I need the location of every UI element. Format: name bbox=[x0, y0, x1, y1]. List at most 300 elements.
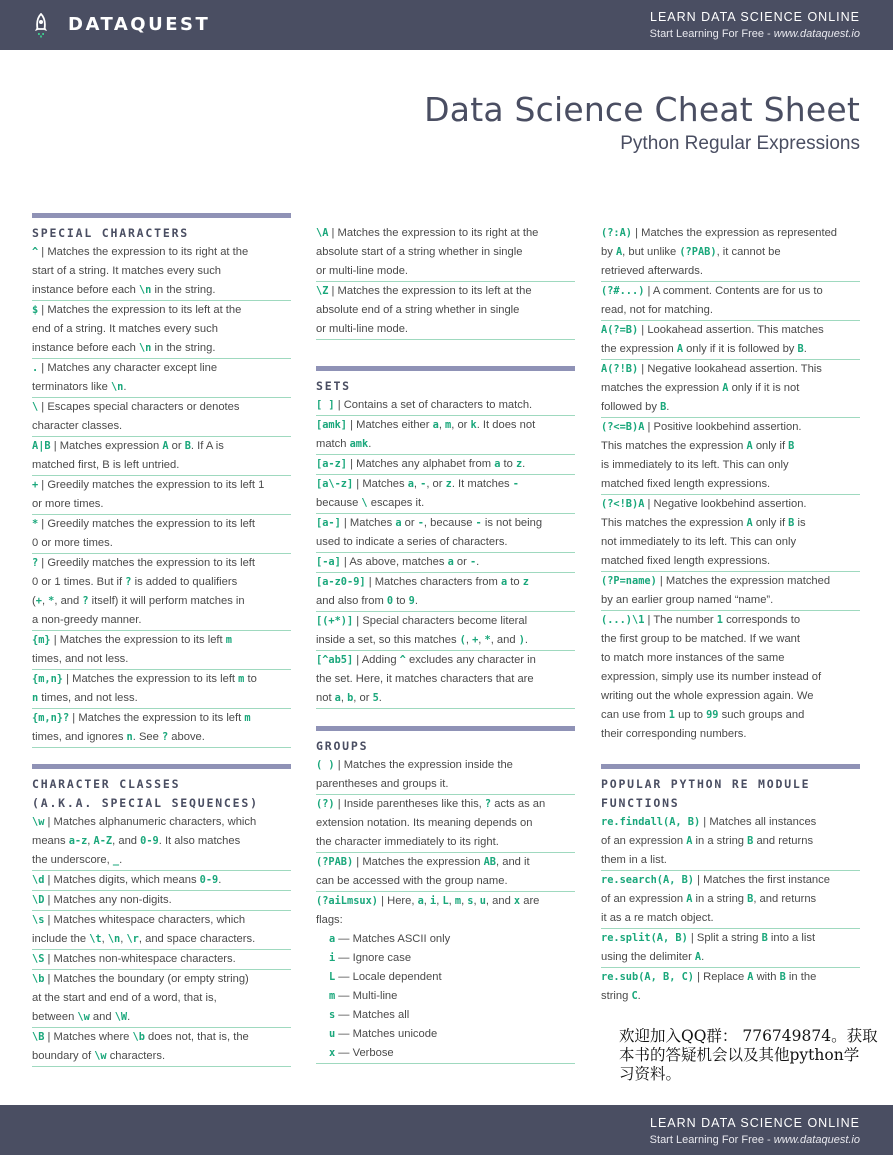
entry-text: , bbox=[87, 835, 94, 847]
entry-line bbox=[316, 892, 575, 911]
code-token: ) bbox=[518, 634, 525, 646]
entry-text: instance before each bbox=[32, 284, 139, 296]
entry-text: inside a set, so this matches bbox=[316, 634, 460, 646]
code-token: (?#...) bbox=[601, 285, 645, 297]
entry-line bbox=[601, 552, 860, 571]
entry-text: in a string bbox=[692, 835, 748, 847]
code-token: A bbox=[686, 893, 693, 905]
entry-text: . It also matches bbox=[158, 835, 241, 847]
entry-list bbox=[32, 243, 291, 748]
entry-text: boundary of bbox=[32, 1050, 95, 1062]
code-token: re.findall(A, B) bbox=[601, 816, 701, 828]
flag-line bbox=[329, 971, 442, 983]
section-title: SPECIAL CHARACTERS bbox=[32, 226, 190, 240]
entry-text: . bbox=[119, 854, 123, 866]
entry-line bbox=[316, 911, 575, 930]
entry-line bbox=[601, 475, 860, 494]
code-token: * bbox=[484, 634, 491, 646]
code-token: . bbox=[32, 362, 39, 374]
entry-text: read, not for matching. bbox=[601, 304, 713, 316]
entry-line bbox=[316, 301, 575, 320]
code-token: B bbox=[761, 932, 768, 944]
entry-line bbox=[316, 573, 575, 592]
entry-text: , it cannot be bbox=[716, 246, 781, 258]
entry-line bbox=[316, 243, 575, 262]
section-title: POPULAR PYTHON RE MODULE bbox=[601, 777, 811, 791]
entry-text: times, and not less. bbox=[32, 653, 129, 665]
code-token: u bbox=[329, 1028, 336, 1040]
entry-line bbox=[32, 851, 291, 870]
code-token: B bbox=[788, 517, 795, 529]
entry-text: it as a re match object. bbox=[601, 912, 714, 924]
website-link[interactable]: www.dataquest.io bbox=[773, 1134, 860, 1146]
entry-line bbox=[601, 630, 860, 649]
cheat-entry bbox=[32, 359, 291, 398]
entry-text: , bbox=[413, 478, 421, 490]
entry-text: is not being bbox=[481, 517, 543, 529]
entry-text: | Matches bbox=[353, 478, 408, 490]
entry-text: | The number bbox=[644, 614, 717, 626]
cheat-entry bbox=[601, 224, 860, 282]
flags-divider bbox=[316, 1063, 575, 1064]
code-token: (?aiLmsux) bbox=[316, 895, 378, 907]
code-token: B bbox=[797, 343, 804, 355]
entry-text: such groups and bbox=[718, 709, 805, 721]
entry-list bbox=[601, 224, 860, 611]
code-token: A bbox=[694, 951, 702, 963]
entry-text: , bbox=[448, 895, 455, 907]
entry-text: | As above, matches bbox=[340, 556, 448, 568]
entry-text: in a string bbox=[692, 893, 748, 905]
code-token: A bbox=[746, 517, 753, 529]
entry-line bbox=[316, 320, 575, 339]
code-token: 1 bbox=[668, 709, 675, 721]
entry-line bbox=[32, 871, 291, 890]
entry-line bbox=[601, 890, 860, 909]
code-token: 0-9 bbox=[199, 874, 219, 886]
entry-line bbox=[601, 282, 860, 301]
code-token: s bbox=[329, 1009, 336, 1021]
cheat-entry bbox=[32, 554, 291, 631]
entry-text: | Matches where bbox=[44, 1031, 133, 1043]
entry-text: . bbox=[637, 990, 641, 1002]
entry-line bbox=[601, 321, 860, 340]
entry-text: | Matches the expression as represented bbox=[632, 227, 838, 239]
code-token: x bbox=[329, 1047, 336, 1059]
entry-text: . bbox=[123, 381, 127, 393]
code-token: [ ] bbox=[316, 399, 335, 411]
code-token: 5 bbox=[372, 692, 379, 704]
code-token: 0 bbox=[386, 595, 394, 607]
entry-text: This matches the expression bbox=[601, 440, 747, 452]
entry-text: with bbox=[753, 971, 780, 983]
code-token: (?) bbox=[316, 798, 335, 810]
entry-text: | Replace bbox=[694, 971, 748, 983]
entry-text: | Here, bbox=[378, 895, 418, 907]
entry-text: to bbox=[244, 673, 257, 685]
entry-line bbox=[32, 281, 291, 300]
entry-text: of an expression bbox=[601, 835, 687, 847]
code-token: (?PAB) bbox=[316, 856, 354, 868]
entry-text: extension notation. Its meaning depends on bbox=[316, 817, 533, 829]
tagline-main: LEARN DATA SCIENCE ONLINE bbox=[650, 10, 860, 24]
entry-text: used to indicate a series of characters. bbox=[316, 536, 508, 548]
entry-text: parentheses and groups it. bbox=[316, 778, 449, 790]
code-token: (...)\1 bbox=[601, 614, 645, 626]
section-title: GROUPS bbox=[316, 739, 369, 753]
entry-text: matched fixed length expressions. bbox=[601, 555, 771, 567]
tagline-sub: Start Learning For Free - www.dataquest.io bbox=[649, 28, 860, 40]
entry-line bbox=[601, 224, 860, 243]
entry-text: excludes any character in bbox=[405, 654, 536, 666]
entry-line bbox=[32, 243, 291, 262]
entry-line bbox=[316, 514, 575, 533]
code-token: ( ) bbox=[316, 759, 335, 771]
entry-line bbox=[32, 534, 291, 553]
tagline-main: LEARN DATA SCIENCE ONLINE bbox=[650, 1116, 860, 1130]
cheat-entry bbox=[316, 853, 575, 892]
entry-text: | Positive lookbehind assertion. bbox=[644, 421, 802, 433]
entry-text: above. bbox=[168, 731, 205, 743]
code-token: m bbox=[244, 712, 251, 724]
code-token: _ bbox=[112, 854, 120, 866]
entry-text: — Matches unicode bbox=[335, 1028, 438, 1040]
entry-text: in the bbox=[785, 971, 817, 983]
flag-line bbox=[329, 1009, 409, 1021]
entry-text: | Greedily matches the expression to its left 1 bbox=[38, 479, 265, 491]
cheat-entry bbox=[32, 970, 291, 1028]
entry-line bbox=[316, 853, 575, 872]
cheat-entry bbox=[316, 553, 575, 573]
code-token: \b bbox=[32, 973, 45, 985]
code-token: m bbox=[225, 634, 232, 646]
entry-text: because bbox=[316, 497, 362, 509]
cheat-entry bbox=[601, 282, 860, 321]
entry-text: can be accessed with the group name. bbox=[316, 875, 508, 887]
entry-text: using the delimiter bbox=[601, 951, 695, 963]
code-token: (?<!B)A bbox=[601, 498, 645, 510]
entry-line bbox=[32, 689, 291, 708]
entry-text: can use from bbox=[601, 709, 669, 721]
entry-line bbox=[601, 360, 860, 379]
entry-text: . bbox=[666, 401, 670, 413]
entry-text: . bbox=[701, 951, 705, 963]
entry-text: , bbox=[423, 895, 431, 907]
cheat-entry bbox=[601, 360, 860, 418]
entry-text: acts as an bbox=[491, 798, 546, 810]
entry-text: , or bbox=[353, 692, 373, 704]
entry-text: | Matches the expression to its left at the bbox=[38, 304, 242, 316]
entry-text: . bbox=[378, 692, 382, 704]
entry-line bbox=[32, 950, 291, 969]
entry-text: | Matches the first instance bbox=[694, 874, 830, 886]
code-token: \t bbox=[89, 933, 102, 945]
flag-item bbox=[316, 949, 575, 968]
entry-text: , bbox=[340, 692, 348, 704]
cheat-entry bbox=[316, 455, 575, 475]
flag-item bbox=[316, 1044, 575, 1063]
cheat-entry bbox=[316, 224, 575, 282]
code-token: (?:A) bbox=[601, 227, 632, 239]
entry-text: followed by bbox=[601, 401, 661, 413]
entry-line bbox=[316, 282, 575, 301]
entry-text: , bbox=[438, 419, 446, 431]
cheat-entry bbox=[32, 950, 291, 970]
entry-text: retrieved afterwards. bbox=[601, 265, 703, 277]
code-token: A(?!B) bbox=[601, 363, 639, 375]
code-token: B bbox=[779, 971, 786, 983]
cheat-entry bbox=[601, 495, 860, 572]
entry-text: | Matches the expression to its left bbox=[50, 634, 226, 646]
entry-line bbox=[316, 670, 575, 689]
entry-text: 0 or more times. bbox=[32, 537, 113, 549]
entry-text: | Matches the expression inside the bbox=[334, 759, 513, 771]
entry-line bbox=[32, 320, 291, 339]
entry-line bbox=[32, 456, 291, 475]
cheat-entry bbox=[32, 891, 291, 911]
rocket-logo-icon[interactable] bbox=[33, 13, 49, 39]
section-title: CHARACTER CLASSES bbox=[32, 777, 181, 791]
entry-line bbox=[32, 437, 291, 456]
entry-text: matches the expression bbox=[601, 382, 723, 394]
code-token: a bbox=[447, 556, 454, 568]
section-character-classes bbox=[32, 764, 291, 1067]
code-token: A|B bbox=[32, 440, 51, 452]
entry-text: . bbox=[803, 343, 807, 355]
entry-text: | Matches the expression to its left bbox=[63, 673, 239, 685]
code-token: 99 bbox=[706, 709, 719, 721]
code-token: A bbox=[746, 440, 753, 452]
entry-text: . bbox=[522, 458, 526, 470]
cheat-entry bbox=[601, 611, 860, 744]
cheat-entry bbox=[32, 437, 291, 476]
entry-line bbox=[601, 398, 860, 417]
entry-text: . bbox=[368, 438, 372, 450]
entry-line bbox=[601, 832, 860, 851]
entry-text: only if it is followed by bbox=[683, 343, 798, 355]
entry-line bbox=[316, 689, 575, 708]
entry-text: by bbox=[601, 246, 616, 258]
entry-text: | Greedily matches the expression to its left bbox=[38, 557, 256, 569]
backreference-entry bbox=[601, 611, 860, 744]
entry-text: , and space characters. bbox=[138, 933, 256, 945]
entry-text: — Matches all bbox=[335, 1009, 410, 1021]
entry-line bbox=[32, 930, 291, 949]
entry-text: , bbox=[478, 634, 485, 646]
page-title: Data Science Cheat Sheet bbox=[424, 90, 860, 129]
code-token: \B bbox=[32, 1031, 45, 1043]
code-token: - bbox=[512, 478, 519, 490]
entry-text: | Matches any alphabet from bbox=[347, 458, 495, 470]
entry-text: the character immediately to its right. bbox=[316, 836, 499, 848]
code-token: a bbox=[494, 458, 501, 470]
entry-text: | Matches non-whitespace characters. bbox=[44, 953, 236, 965]
entry-line bbox=[601, 948, 860, 967]
cheat-entry bbox=[316, 416, 575, 455]
code-token: B bbox=[788, 440, 795, 452]
entry-text: , bbox=[41, 595, 49, 607]
entry-text: string bbox=[601, 990, 632, 1002]
entry-text: or multi-line mode. bbox=[316, 323, 409, 335]
code-token: z bbox=[515, 458, 523, 470]
cheat-entry bbox=[316, 892, 575, 930]
flag-line bbox=[329, 990, 397, 1002]
entry-text: in the string. bbox=[151, 284, 216, 296]
entry-text: end of a string. It matches every such bbox=[32, 323, 218, 335]
entry-text: of an expression bbox=[601, 893, 687, 905]
entry-line bbox=[601, 572, 860, 591]
entry-line bbox=[601, 591, 860, 610]
entry-text: . bbox=[476, 556, 480, 568]
entry-line bbox=[32, 631, 291, 650]
entry-text: does not, that is, the bbox=[144, 1031, 249, 1043]
code-token: ^ bbox=[399, 654, 406, 666]
code-token: \s bbox=[32, 914, 45, 926]
entry-text: | Negative lookbehind assertion. bbox=[644, 498, 807, 510]
flag-line bbox=[329, 1047, 394, 1059]
entry-text: to bbox=[393, 595, 409, 607]
code-token: \D bbox=[32, 894, 45, 906]
entry-line bbox=[32, 398, 291, 417]
entry-line bbox=[601, 379, 860, 398]
entry-text: . If A is bbox=[190, 440, 224, 452]
code-token: [amk] bbox=[316, 419, 347, 431]
code-token: - bbox=[469, 556, 477, 568]
entry-line bbox=[316, 756, 575, 775]
brand-name[interactable]: DATAQUEST bbox=[68, 14, 211, 35]
entry-text: , bbox=[436, 895, 443, 907]
cheat-entry bbox=[316, 651, 575, 709]
entry-line bbox=[601, 611, 860, 630]
entry-text: is bbox=[794, 517, 806, 529]
note-line: 习资料。 bbox=[619, 1065, 682, 1083]
code-token: 0-9 bbox=[140, 835, 159, 847]
code-token: \r bbox=[126, 933, 139, 945]
entry-text: | Matches the expression to its right at the bbox=[328, 227, 539, 239]
cheat-entry bbox=[601, 929, 860, 968]
code-token: 9 bbox=[408, 595, 415, 607]
entry-text: | Matches all instances bbox=[700, 816, 817, 828]
entry-text: in the string. bbox=[151, 342, 216, 354]
section-sets bbox=[316, 366, 575, 709]
entry-text: , or bbox=[426, 478, 446, 490]
code-token: $ bbox=[32, 304, 39, 316]
entry-text: at the start and end of a word, that is, bbox=[32, 992, 217, 1004]
entry-line bbox=[32, 417, 291, 436]
code-token: i bbox=[430, 895, 437, 907]
entry-text: ( bbox=[32, 595, 36, 607]
tagline-sub: Start Learning For Free - www.dataquest.io bbox=[649, 1134, 860, 1146]
entry-text: to bbox=[500, 458, 516, 470]
entry-line bbox=[601, 909, 860, 928]
entry-line bbox=[32, 339, 291, 358]
entry-text: , or bbox=[451, 419, 471, 431]
flag-item bbox=[316, 968, 575, 987]
code-token: B bbox=[660, 401, 667, 413]
entry-line bbox=[316, 475, 575, 494]
entry-text: terminators like bbox=[32, 381, 111, 393]
code-token: ? bbox=[82, 595, 89, 607]
cheat-entry bbox=[601, 813, 860, 871]
flag-item bbox=[316, 1006, 575, 1025]
entry-text: | Adding bbox=[353, 654, 400, 666]
code-token: [^ab5] bbox=[316, 654, 354, 666]
code-token: [(+*)] bbox=[316, 615, 354, 627]
section-groups bbox=[316, 726, 575, 1064]
entry-list bbox=[316, 224, 575, 340]
website-link[interactable]: www.dataquest.io bbox=[773, 28, 860, 40]
entry-text: their corresponding numbers. bbox=[601, 728, 747, 740]
entry-line bbox=[32, 832, 291, 851]
flags-entry bbox=[316, 892, 575, 930]
entry-line bbox=[601, 987, 860, 1006]
entry-line bbox=[316, 416, 575, 435]
code-token: ? bbox=[484, 798, 492, 810]
code-token: A bbox=[162, 440, 169, 452]
cheat-entry bbox=[32, 631, 291, 670]
code-token: [a\-z] bbox=[316, 478, 354, 490]
entry-line bbox=[316, 631, 575, 650]
cheat-entry bbox=[316, 795, 575, 853]
cheat-entry bbox=[316, 282, 575, 340]
code-token: ( bbox=[459, 634, 466, 646]
code-token: [a-] bbox=[316, 517, 341, 529]
entry-text: | Matches expression bbox=[50, 440, 163, 452]
section-re-functions bbox=[601, 764, 860, 1006]
code-token: re.sub(A, B, C) bbox=[601, 971, 694, 983]
code-token: + bbox=[472, 634, 479, 646]
code-token: \ bbox=[32, 401, 39, 413]
entry-text: , and bbox=[112, 835, 141, 847]
entry-text: 0 or 1 times. But if bbox=[32, 576, 126, 588]
cheat-entry bbox=[316, 396, 575, 416]
code-token: u bbox=[479, 895, 486, 907]
entry-line bbox=[32, 709, 291, 728]
entry-line bbox=[601, 340, 860, 359]
entry-text: , but unlike bbox=[622, 246, 680, 258]
cheat-entry bbox=[32, 515, 291, 554]
footer-tagline bbox=[650, 1115, 860, 1148]
code-token: - bbox=[417, 517, 424, 529]
entry-text: , and it bbox=[496, 856, 530, 868]
cheat-entry bbox=[601, 572, 860, 611]
entry-list bbox=[601, 813, 860, 1006]
code-token: \w bbox=[94, 1050, 107, 1062]
code-token: A(?=B) bbox=[601, 324, 639, 336]
code-token: x bbox=[513, 895, 521, 907]
entry-text: times, and not less. bbox=[38, 692, 138, 704]
entry-text: the set. Here, it matches characters that are bbox=[316, 673, 534, 685]
entry-text: | Matches either bbox=[347, 419, 433, 431]
code-token: m bbox=[445, 419, 452, 431]
code-token: a bbox=[334, 692, 341, 704]
code-token: a bbox=[407, 478, 414, 490]
entry-text: | Matches the expression to its right at the bbox=[38, 246, 249, 258]
entry-line bbox=[32, 1028, 291, 1047]
code-token: A bbox=[615, 246, 623, 258]
entry-text: , and returns bbox=[753, 893, 817, 905]
flag-line bbox=[329, 952, 411, 964]
entry-line bbox=[316, 612, 575, 631]
entry-list bbox=[316, 756, 575, 892]
code-token: + bbox=[35, 595, 42, 607]
code-token: * bbox=[48, 595, 55, 607]
code-token: \S bbox=[32, 953, 45, 965]
entry-line bbox=[32, 359, 291, 378]
entry-line bbox=[316, 224, 575, 243]
section-subtitle: FUNCTIONS bbox=[601, 796, 680, 810]
entry-text: to bbox=[507, 576, 523, 588]
